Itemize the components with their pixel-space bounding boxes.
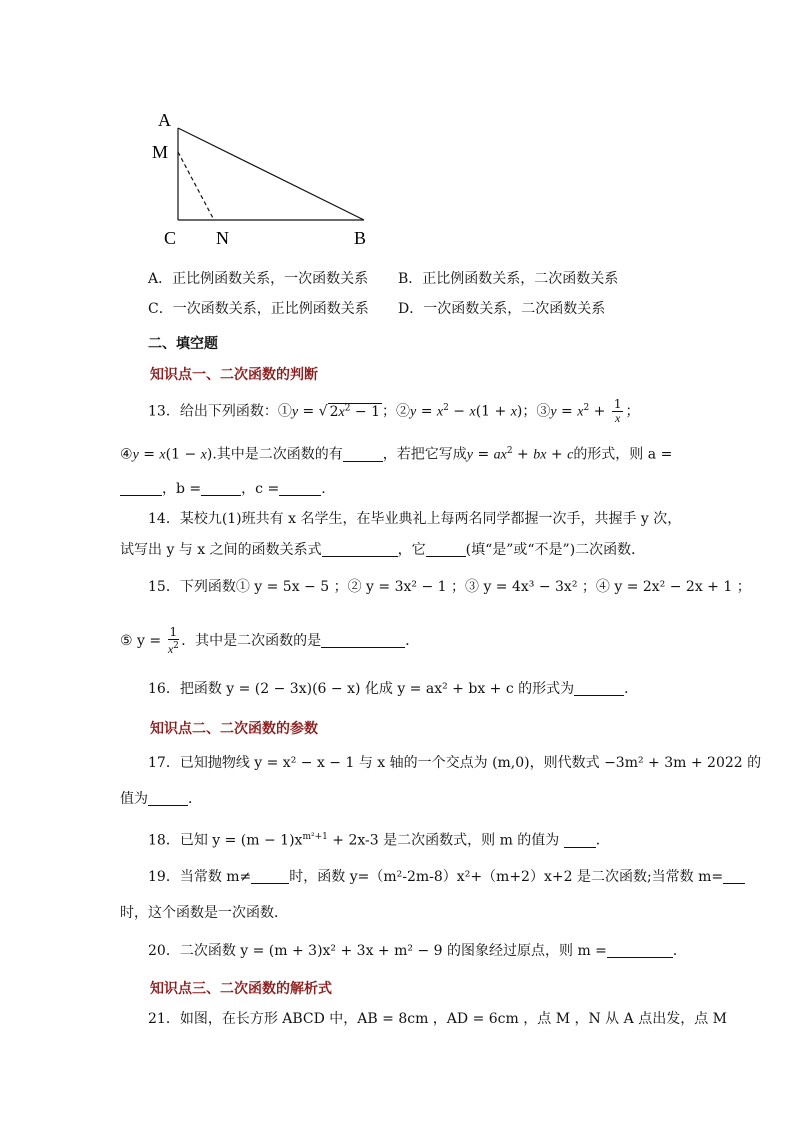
q15-blank[interactable] [321, 633, 405, 648]
label-a: A [158, 110, 171, 130]
q14-l2a: 试写出 y 与 x 之间的函数关系式 [120, 542, 322, 558]
q19-blank-2[interactable] [723, 869, 745, 884]
q13-a-eq: a = [647, 446, 673, 463]
q14-blank-2[interactable] [426, 542, 466, 557]
question-15-line-1: 15．下列函数① y = 5x − 5 ；② y = 3x² − 1 ；③ y = 4x³ − 3x² ；④ y = 2x² − 2x + 1 ； [148, 579, 751, 595]
question-13-line-3: ，b = ，c = . [120, 480, 326, 498]
question-17-line-2: 值为 ． [120, 791, 202, 807]
question-21-line-1: 21．如图，在长方形 ABCD 中，AB = 8cm ，AD = 6cm ，点 M ，N 从 A 点出发，点 M [148, 1011, 727, 1027]
q18-text-2: + 2x-3 是二次函数式，则 m 的值为 [327, 832, 560, 849]
option-c: C．一次函数关系，正比例函数关系 [148, 301, 369, 317]
section-title: 二、填空题 [148, 336, 218, 352]
q13-f3: ；③ [522, 403, 551, 420]
q18-blank[interactable] [564, 833, 596, 848]
dashed-mn [178, 152, 214, 220]
knowledge-point-3: 知识点三、二次函数的解析式 [150, 981, 332, 997]
q13-l2b: .其中是二次函数的有 [212, 446, 343, 463]
q13-blank-1[interactable] [343, 447, 383, 462]
q13-blank-b[interactable] [201, 481, 241, 496]
q13-prefix: 13．给出下列函数： [148, 403, 278, 420]
label-c: C [164, 228, 177, 248]
q14-l2b: ，它 [397, 542, 426, 558]
q20-end: ． [672, 943, 687, 959]
question-19-line-1 [148, 868, 745, 886]
q15-l2b: ．其中是二次函数的是 [181, 633, 322, 649]
question-16 [148, 680, 638, 698]
question-13-line-1: 13．给出下列函数：①y = √ $2x^2 - 1$ ；②y = $x^2 - x(1 + x)$；③y = $x^2$ + $\frac{1}{x}$ ； [148, 397, 640, 425]
question-15-line-2: ⑤ y = $\frac{1}{x^2}$ ．其中是二次函数的是 ． [120, 625, 420, 656]
q13-f2: ；② [382, 403, 411, 420]
knowledge-point-1: 知识点一、二次函数的判断 [150, 367, 318, 383]
side-ab [178, 128, 364, 220]
q13-c-eq: ，c = [241, 481, 280, 497]
option-b: B．正比例函数关系，二次函数关系 [398, 271, 619, 287]
triangle-figure [150, 100, 390, 260]
question-17-line-1: 17．已知抛物线 y = x² − x − 1 与 x 轴的一个交点为 (m,0)，则代数式 −3m² + 3m + 2022 的 [148, 755, 762, 771]
q16-end: ． [624, 681, 639, 697]
q13-f1: ① [277, 403, 292, 420]
q13-l2c: ，若把它写成 [382, 446, 467, 463]
q13-l2a: ④ [120, 446, 133, 463]
q17-blank[interactable] [148, 791, 188, 806]
q18-end: ． [595, 832, 610, 849]
option-d: D．一次函数关系，二次函数关系 [398, 301, 606, 317]
q16-blank[interactable] [574, 681, 624, 696]
q20-blank[interactable] [607, 943, 673, 958]
q19-blank-1[interactable] [251, 869, 289, 884]
question-13-line-2: ④y = x(1 − x).其中是二次函数的有 ，若把它写成$y = ax^2$ + bx + c的形式，则 a = [120, 446, 673, 463]
label-b: B [354, 228, 367, 248]
q19-l1a: 19．当常数 m≠ [148, 869, 252, 885]
q14-blank-1[interactable] [322, 542, 398, 557]
question-20 [148, 942, 687, 960]
q20-text: 20．二次函数 y = (m + 3)x² + 3x + m² − 9 的图象经过原点，则 m = [148, 943, 607, 959]
q18-exponent: m²+1 [302, 832, 328, 842]
q18-text: 18．已知 y = (m − 1)x [148, 832, 303, 849]
q13-b-eq: ，b = [162, 481, 202, 497]
knowledge-point-2: 知识点二、二次函数的参数 [150, 721, 318, 737]
q13-l2d: 的形式，则 [573, 446, 644, 463]
question-14-line-2 [120, 541, 645, 559]
question-18 [148, 828, 610, 850]
label-n: N [216, 228, 229, 248]
q14-l2c: (填“是”或“不是”)二次函数． [465, 542, 646, 558]
q13-blank-c[interactable] [279, 481, 321, 496]
label-m: M [152, 142, 169, 162]
q17-l2: 值为 [120, 791, 148, 807]
question-14-line-1: 14．某校九(1)班共有 x 名学生，在毕业典礼上每两名同学都握一次手，共握手 y 次， [148, 511, 682, 527]
q16-text: 16．把函数 y = (2 − 3x)(6 − x) 化成 y = ax² + bx + c 的形式为 [148, 681, 575, 697]
q19-l1b: 时，函数 y=（m²-2m-8）x²+（m+2）x+2 是二次函数;当常数 m= [289, 869, 724, 885]
q13-blank-a[interactable] [120, 481, 162, 496]
question-19-line-2: 时，这个函数是一次函数． [120, 905, 288, 921]
option-a: A．正比例函数关系，一次函数关系 [148, 271, 369, 287]
q15-l2a: ⑤ y = [120, 633, 162, 649]
